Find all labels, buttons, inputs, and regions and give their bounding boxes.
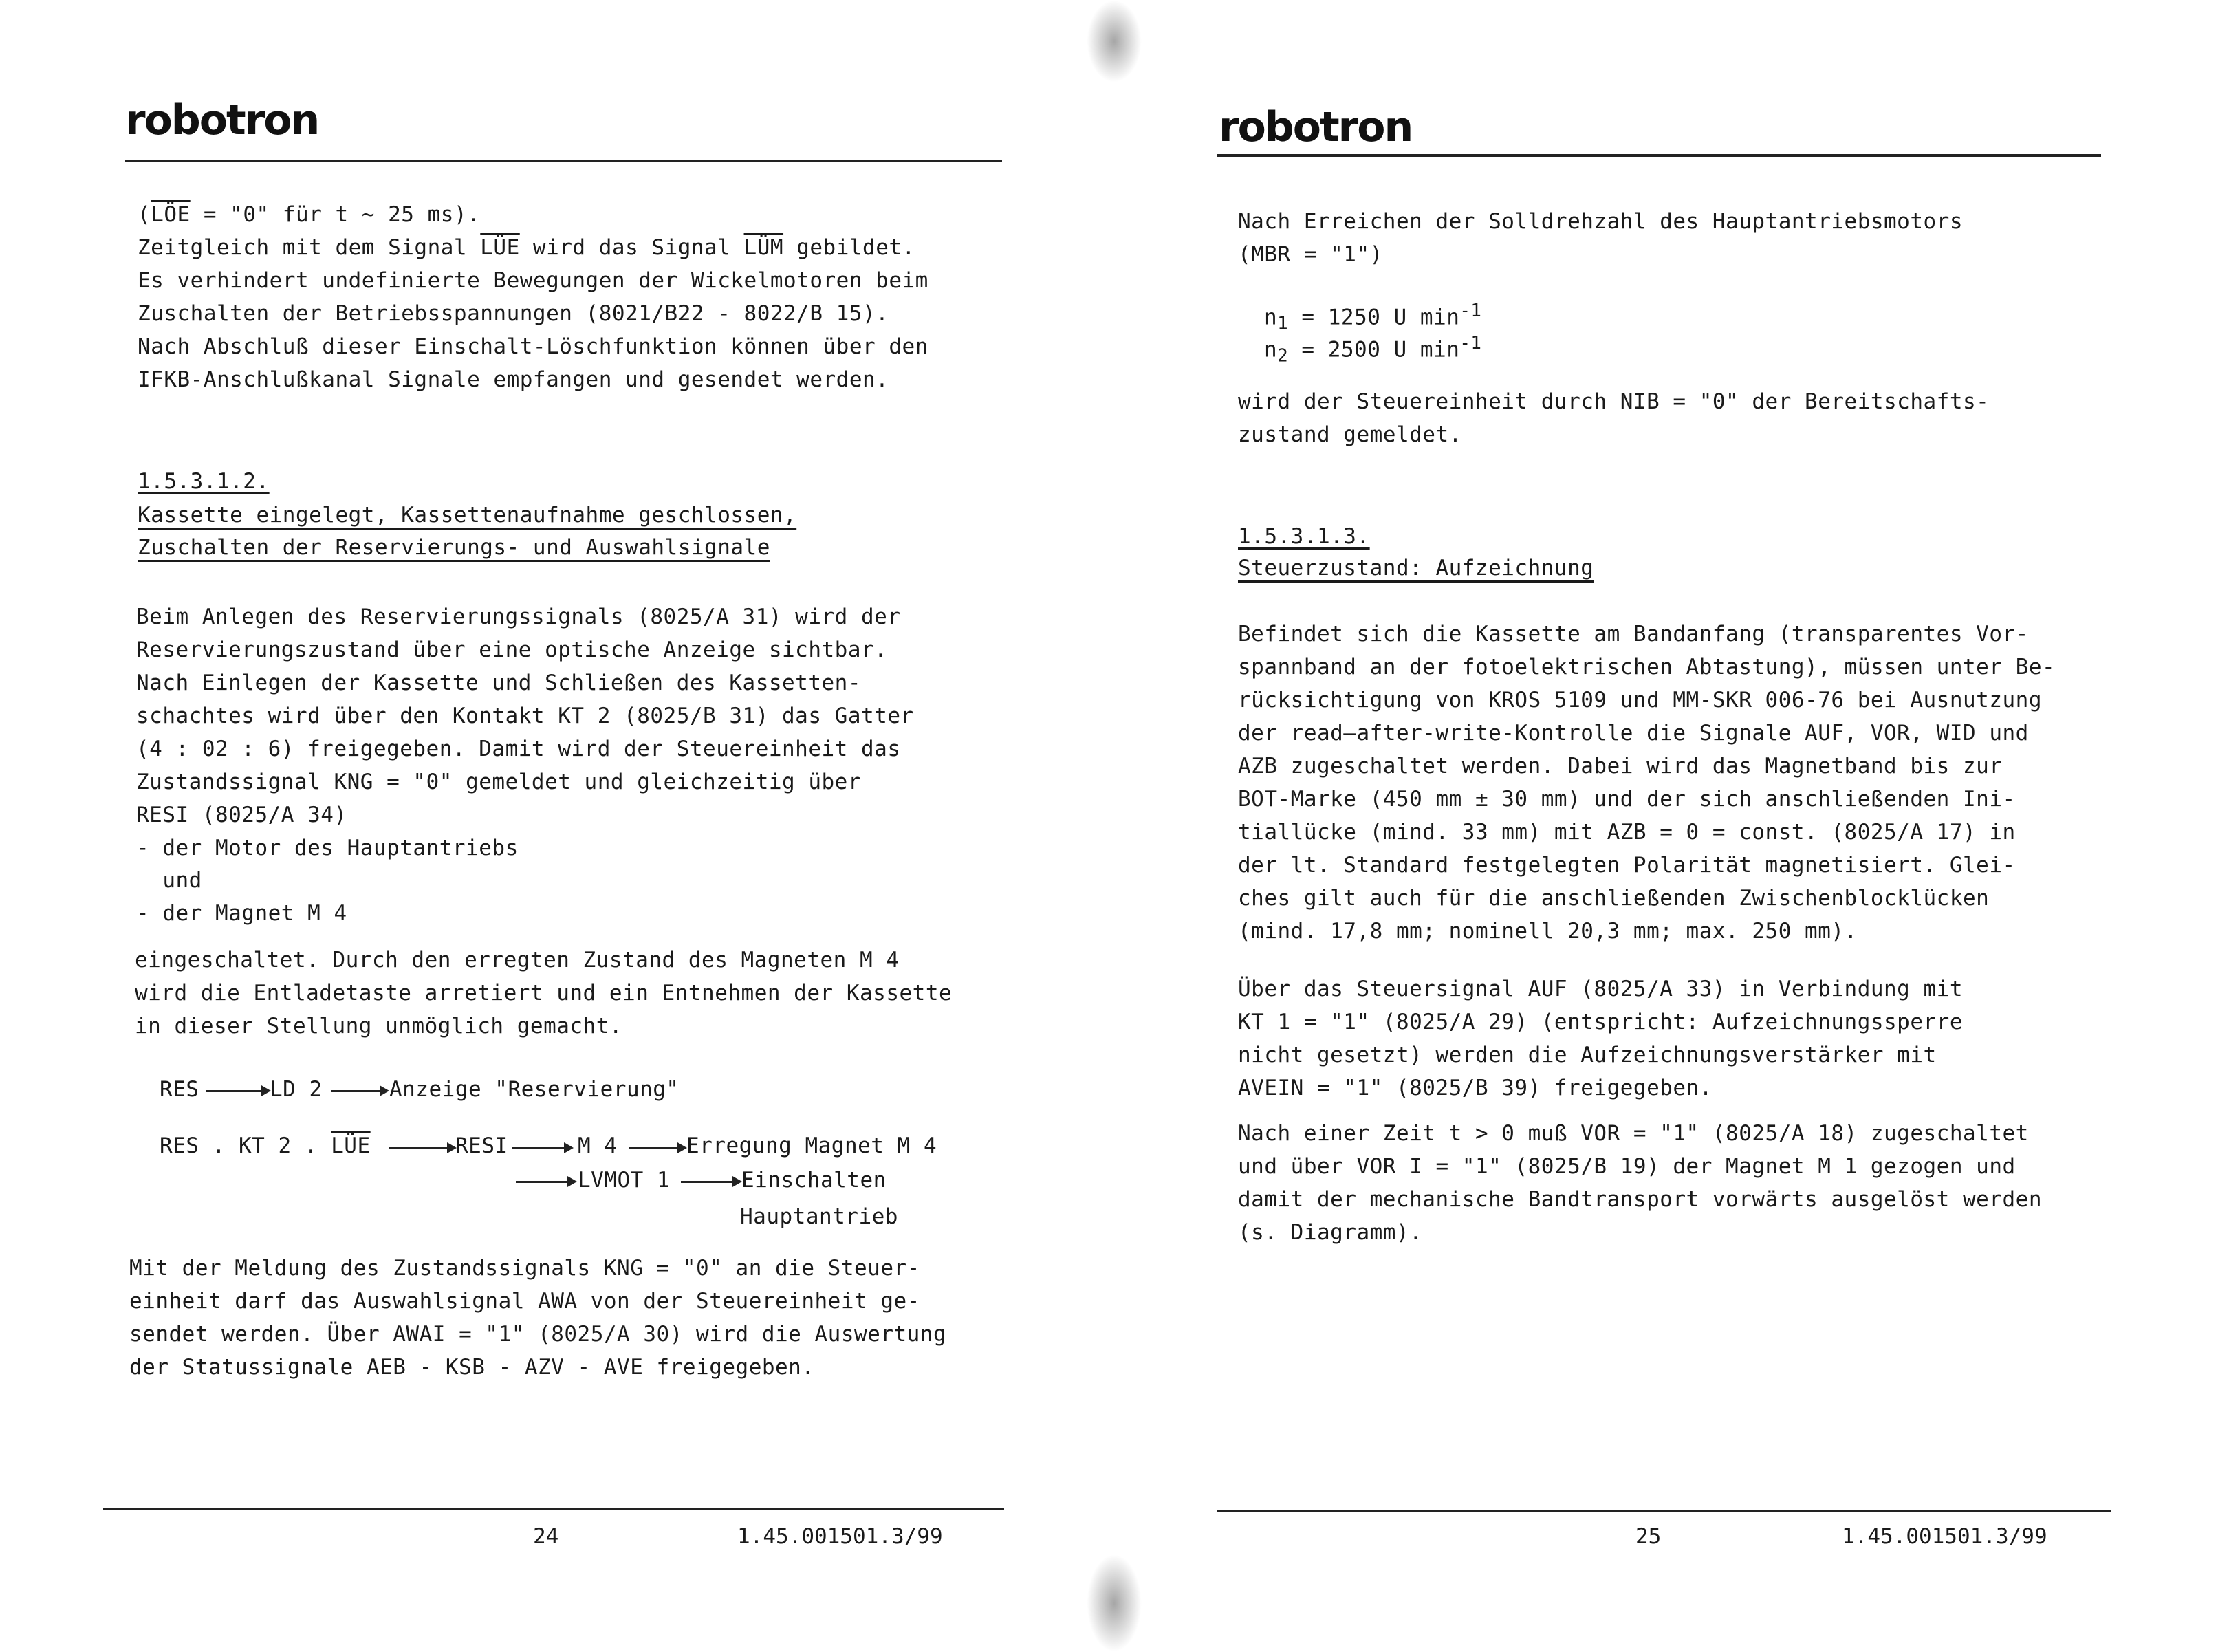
flow-ld2: LD 2	[270, 1077, 323, 1102]
section-number: 1.5.3.1.3.	[1238, 524, 1370, 549]
section-title: Steuerzustand: Aufzeichnung	[1238, 556, 1594, 580]
document-number: 1.45.001501.3/99	[737, 1524, 943, 1549]
flow-arrow	[206, 1090, 268, 1092]
document-number: 1.45.001501.3/99	[1842, 1524, 2047, 1549]
flow-arrow	[629, 1147, 684, 1149]
page-number: 25	[1635, 1524, 1662, 1549]
flow-m4: M 4	[578, 1133, 618, 1158]
paragraph-magnet: eingeschaltet. Durch den erregten Zustand des Magneten M 4 wird die Entladetaste arretiert und ein Entnehmen der Kassette in dieser Stellung unmöglich gemacht.	[135, 948, 953, 1039]
section-title-line-1: Kassette eingelegt, Kassettenaufnahme geschlossen,	[138, 503, 797, 528]
paragraph-cassette: Befindet sich die Kassette am Bandanfang (transparentes Vor- spannband an der fotoelektrischen Abtastung), müssen unter Be- rücksichtigung von KROS 5109 und MM-SKR 006-76 bei Ausnutzung der read—after-write-Kontrolle die Signale AUF, VOR, WID und AZB zugeschaltet werden. Dabei wird das Magnetband bis zur BOT-Marke (450 mm ± 30 mm) und der sich anschließenden Ini- tiallücke (mind. 33 mm) mit AZB = 0 = const. (8025/A 17) in der lt. Standard festgelegten Polarität magnetisiert. Glei- ches gilt auch für die anschließenden Zwischenblocklücken (mind. 17,8 mm; nominell 20,3 mm; max. 250 mm).	[1238, 622, 2056, 944]
paragraph-vor: Nach einer Zeit t > 0 muß VOR = "1" (8025/A 18) zugeschaltet und über VOR I = "1" (8025/B 19) der Magnet M 1 gezogen und damit der mechanische Bandtransport vorwärts ausgelöst werden (s. Diagramm).	[1238, 1121, 2042, 1245]
flow-resi: RESI	[455, 1133, 508, 1158]
flow-anzeige: Anzeige "Reservierung"	[389, 1077, 679, 1102]
right-page	[1114, 0, 2229, 1652]
formula-n2: $n_2 = 2500$ U $\min^{-1}$	[1264, 333, 1482, 367]
paragraph-intro: ($\overline{LÖE}$ = "0" für t ~ 25 ms). Zeitgleich mit dem Signal $\overline{LÜE}$ wird das Signal $\overline{LÜM}$ gebildet. Es verhindert undefinierte Bewegungen der Wickelmotoren beim Zuschalten der Betriebsspannungen (8021/B22 - 8022/B 15). Nach Abschluß dieser Einschalt-Löschfunktion können über den IFKB-Anschlußkanal Signale empfangen und gesendet werden.	[138, 202, 928, 392]
header-rule	[1217, 154, 2101, 157]
flow-erregung: Erregung Magnet M 4	[686, 1133, 937, 1158]
list-conjunction: und	[136, 868, 202, 893]
flow-arrow	[516, 1181, 574, 1183]
flow-arrow	[681, 1181, 739, 1183]
list-item-magnet: - der Magnet M 4	[136, 901, 347, 926]
flow-hauptantrieb: Hauptantrieb	[740, 1204, 898, 1229]
flow-arrow	[512, 1147, 571, 1149]
list-item-motor: - der Motor des Hauptantriebs	[136, 836, 519, 860]
flow-arrow	[389, 1147, 454, 1149]
robotron-logo: robotron	[1219, 103, 1413, 151]
flow-einschalten: Einschalten	[741, 1168, 887, 1193]
section-number: 1.5.3.1.2.	[138, 469, 270, 494]
flow-res: RES	[160, 1077, 199, 1102]
robotron-logo: robotron	[125, 96, 319, 144]
paragraph-auf: Über das Steuersignal AUF (8025/A 33) in Verbindung mit KT 1 = "1" (8025/A 29) (entspricht: Aufzeichnungssperre nicht gesetzt) werden die Aufzeichnungsverstärker mit AVEIN = "1" (8025/B 39) freigegeben.	[1238, 977, 1963, 1100]
flow-res-kt2: RES . KT 2 . $\overline{LÜE}$	[160, 1133, 371, 1158]
page-number: 24	[533, 1524, 559, 1549]
paragraph-ready: wird der Steuereinheit durch NIB = "0" der Bereitschafts- zustand gemeldet.	[1238, 389, 1990, 447]
footer-rule	[103, 1508, 1004, 1510]
paragraph-selection: Mit der Meldung des Zustandssignals KNG = "0" an die Steuer- einheit darf das Auswahlsignal AWA von der Steuereinheit ge- sendet werden. Über AWAI = "1" (8025/A 30) wird die Auswertung der Statussignale AEB - KSB - AZV - AVE freigegeben.	[129, 1256, 947, 1380]
left-page	[0, 0, 1114, 1652]
flow-lvmot: LVMOT 1	[578, 1168, 671, 1193]
paragraph-speed: Nach Erreichen der Solldrehzahl des Hauptantriebsmotors (MBR = "1")	[1238, 209, 1963, 267]
formula-n1: $n_1 = 1250$ U $\min^{-1}$	[1264, 301, 1482, 334]
footer-rule	[1217, 1510, 2111, 1512]
header-rule	[125, 160, 1002, 162]
section-title-line-2: Zuschalten der Reservierungs- und Auswahlsignale	[138, 535, 770, 560]
flow-arrow	[331, 1090, 387, 1092]
paragraph-reservation: Beim Anlegen des Reservierungssignals (8025/A 31) wird der Reservierungszustand über eine optische Anzeige sichtbar. Nach Einlegen der Kassette und Schließen des Kassetten- schachtes wird über den Kontakt KT 2 (8025/B 31) das Gatter (4 : 02 : 6) freigegeben. Damit wird der Steuereinheit das Zustandssignal KNG = "0" gemeldet und gleichzeitig über RESI (8025/A 34)	[136, 605, 914, 827]
